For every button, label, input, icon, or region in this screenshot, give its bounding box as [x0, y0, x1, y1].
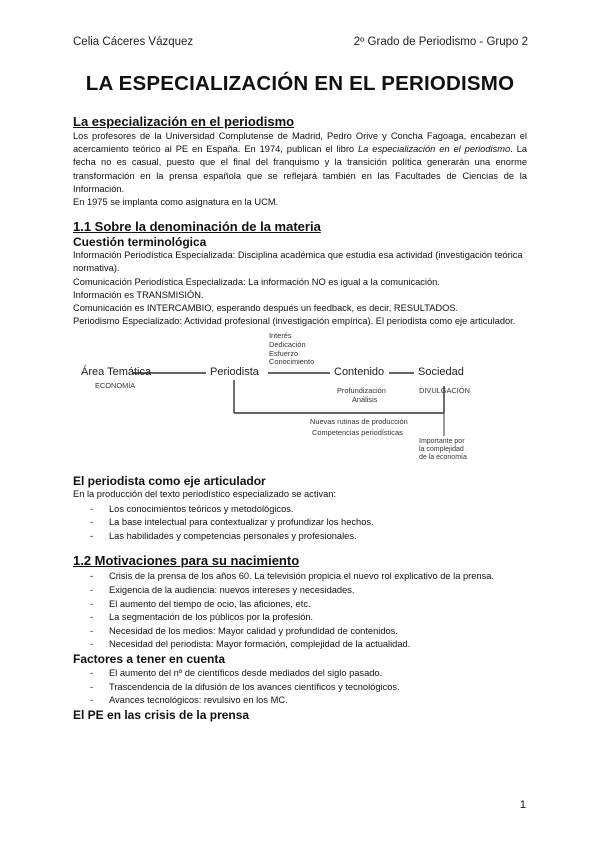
- list-item: - Trascendencia de la difusión de los avances científicos y tecnológicos.: [73, 681, 527, 695]
- area-tematica-label: Área Temática: [81, 366, 152, 379]
- eje-intro: En la producción del texto periodístico especializado se activan:: [73, 489, 337, 500]
- factores-list: [73, 667, 527, 708]
- section1-subheading: Cuestión terminológica: [73, 235, 207, 250]
- term-line-2: Comunicación Periodística Especializada: La información NO es igual a la comunicación.: [73, 276, 440, 287]
- quality-dedicacion: Dedicación: [269, 340, 306, 350]
- contenido-label: Contenido: [334, 366, 385, 379]
- term-line-5: Periodismo Especializado: Actividad profesional (investigación empírica). El periodista como eje articulador.: [73, 316, 516, 327]
- sociedad-label: Sociedad: [418, 366, 464, 379]
- motivaciones-list: [73, 570, 527, 652]
- divulgacion-label: DIVULGACIÓN: [419, 386, 470, 396]
- factores-heading: Factores a tener en cuenta: [73, 651, 226, 666]
- intro-paragraph: [73, 130, 527, 196]
- eje-heading: El periodista como eje articulador: [73, 474, 266, 489]
- list-item: - Exigencia de la audiencia: nuevos intereses y necesidades.: [73, 584, 527, 598]
- list-item: - El aumento del nº de científicos desde mediados del siglo pasado.: [73, 667, 527, 681]
- importante-line-2: la complejidad: [419, 446, 464, 454]
- quality-conocimiento: Conocimiento: [269, 357, 315, 367]
- header-course: 2º Grado de Periodismo - Grupo 2: [353, 36, 528, 48]
- importante-note: [419, 438, 467, 462]
- list-item: - El aumento del tiempo de ocio, las aficiones, etc.: [73, 598, 527, 612]
- quality-esfuerzo: Esfuerzo: [269, 348, 299, 358]
- list-item: - Los conocimientos teóricos y metodológicos.: [73, 503, 527, 517]
- economia-label: ECONOMÍA: [95, 381, 136, 391]
- eje-list: [73, 503, 527, 544]
- page-title: LA ESPECIALIZACIÓN EN EL PERIODISMO: [85, 72, 515, 95]
- rutinas-label: Nuevas rutinas de producción: [310, 417, 408, 427]
- list-item: - La base intelectual para contextualizar y profundizar los hechos.: [73, 516, 527, 530]
- section2-heading: 1.2 Motivaciones para su nacimiento: [73, 553, 300, 569]
- competencias-label: Competencias periodísticas: [312, 428, 403, 438]
- qualities-list: [269, 332, 314, 366]
- list-item: - La segmentación de los públicos por la profesión.: [73, 611, 527, 625]
- list-item: - Las habilidades y competencias personales y profesionales.: [73, 530, 527, 544]
- quality-interes: Interés: [269, 331, 292, 341]
- page-number: 1: [519, 799, 526, 811]
- list-item: - Necesidad del periodista: Mayor formación, complejidad de la actualidad.: [73, 638, 527, 652]
- crisis-heading: El PE en las crisis de la prensa: [73, 707, 250, 722]
- intro-heading: La especialización en el periodismo: [73, 114, 295, 129]
- intro-text-a: Los profesores de la Universidad Complutense de Madrid, Pedro Orive y Concha Fagoaga, encabezan el acercamiento teórico al PE en España. En 1974, publican el libro: [73, 131, 527, 155]
- term-line-3: Información es TRANSMISIÓN.: [73, 289, 204, 300]
- importante-line-1: Importante por: [419, 438, 465, 446]
- section1-heading: 1.1 Sobre la denominación de la materia: [73, 219, 321, 235]
- intro-text-b: . La fecha no es casual, puesto que el final del franquismo y la transición política generarán una enorme transformación en la prensa española que se reflejará también en las Facultades de Ciencias de la Información.: [73, 144, 527, 194]
- periodista-label: Periodista: [210, 366, 259, 379]
- list-item: - Crisis de la prensa de los años 60. La televisión propicia el nuevo rol explicativo de la prensa.: [73, 570, 527, 584]
- profundizacion-label: Profundización: [337, 386, 386, 396]
- process-diagram: [73, 332, 527, 468]
- document-body: [73, 114, 527, 722]
- book-title: La especialización en el periodismo: [358, 144, 511, 155]
- list-item: - Necesidad de los medios: Mayor calidad y profundidad de contenidos.: [73, 625, 527, 639]
- analisis-label: Análisis: [352, 395, 378, 405]
- importante-line-3: de la economía: [419, 454, 467, 462]
- term-line-4: Comunicación es INTERCAMBIO, esperando después un feedback, es decir, RESULTADOS.: [73, 303, 459, 314]
- list-item: - Avances tecnológicos: revulsivo en los MC.: [73, 694, 527, 708]
- term-line-1: Información Periodística Especializada: Disciplina académica que estudia esa actividad (investigación teórica normativa).: [73, 250, 523, 274]
- header-author: Celia Cáceres Vázquez: [73, 36, 194, 48]
- intro-ucm-line: En 1975 se implanta como asignatura en la UCM.: [73, 197, 279, 208]
